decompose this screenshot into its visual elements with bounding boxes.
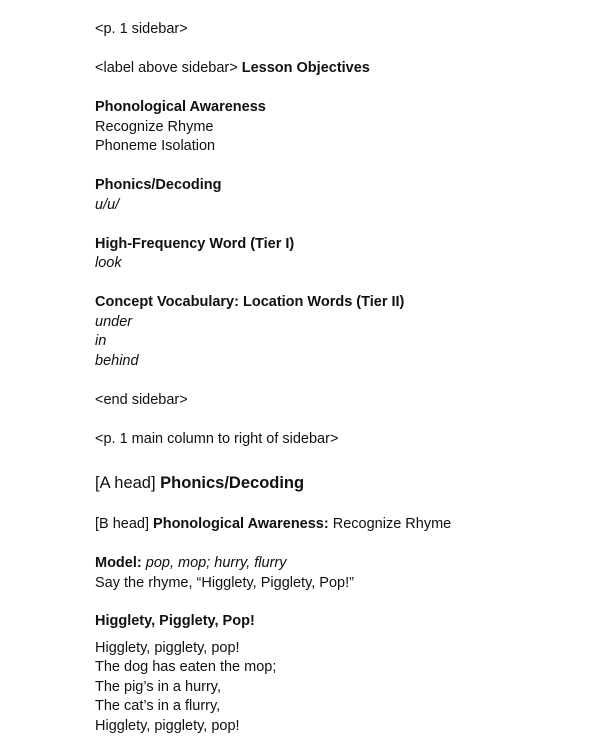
a-head-title: Phonics/Decoding [160, 474, 305, 492]
hfw-heading: High-Frequency Word (Tier I) [95, 236, 295, 252]
b-head-label: Phonological Awareness: [153, 516, 329, 532]
vocab-item: behind [95, 353, 139, 369]
sidebar-start-marker: <p. 1 sidebar> [95, 21, 188, 37]
phonological-item: Recognize Rhyme [95, 119, 214, 135]
poem-line: The cat’s in a flurry, [95, 698, 221, 714]
phonological-item: Phoneme Isolation [95, 138, 216, 154]
a-head-line [95, 474, 304, 492]
poem-title: Higglety, Pigglety, Pop! [95, 613, 255, 629]
poem-line: Higglety, pigglety, pop! [95, 718, 240, 734]
vocab-heading: Concept Vocabulary: Location Words (Tier II) [95, 294, 405, 310]
b-head-text: Recognize Rhyme [332, 516, 452, 532]
vocab-item: in [95, 333, 107, 349]
model-line [95, 554, 287, 572]
phonological-heading: Phonological Awareness [95, 99, 266, 115]
b-head-tag: [B head] [95, 516, 150, 532]
main-column-marker: <p. 1 main column to right of sidebar> [95, 431, 339, 447]
phonics-heading: Phonics/Decoding [95, 177, 222, 193]
model-label: Model: [95, 555, 142, 571]
poem-line: Higglety, pigglety, pop! [95, 640, 240, 656]
sidebar-label-line [95, 59, 370, 77]
sidebar-label-marker: <label above sidebar> [95, 60, 238, 76]
poem-line: The pig’s in a hurry, [95, 679, 221, 695]
hfw-item: look [95, 255, 122, 271]
b-head-line [95, 515, 451, 533]
poem-line: The dog has eaten the mop; [95, 659, 277, 675]
model-instruction: Say the rhyme, “Higglety, Pigglety, Pop!” [95, 575, 354, 591]
model-words: pop, mop; hurry, flurry [145, 555, 287, 571]
vocab-item: under [95, 314, 133, 330]
phonics-item: u/u/ [95, 197, 120, 213]
lesson-objectives-label: Lesson Objectives [241, 60, 370, 76]
sidebar-end-marker: <end sidebar> [95, 392, 188, 408]
a-head-tag: [A head] [95, 474, 156, 492]
